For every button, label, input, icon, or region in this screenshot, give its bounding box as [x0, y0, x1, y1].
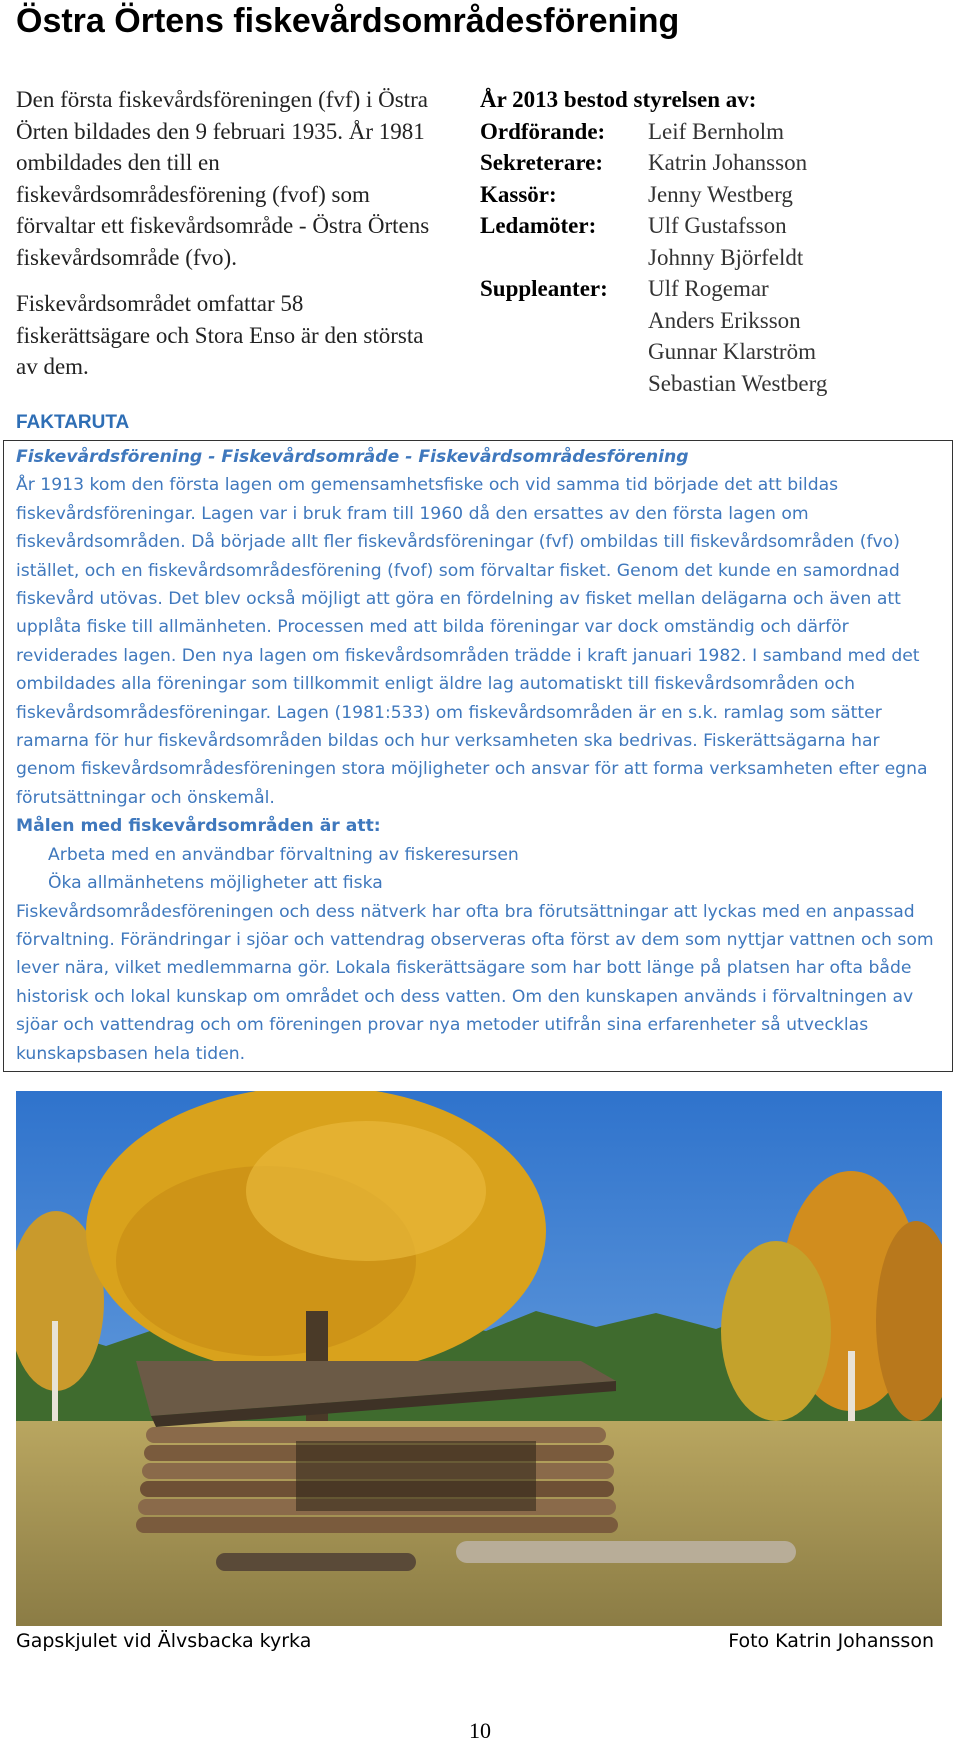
shelter-opening — [296, 1441, 536, 1511]
fakta-goal-item: Arbeta med en användbar förvaltning av fiskeresursen — [48, 844, 519, 865]
board-member: Jenny Westberg — [648, 181, 793, 207]
board-role: Ledamöter: — [480, 213, 597, 238]
board-row-members — [480, 210, 950, 273]
board-role: Suppleanter: — [480, 276, 608, 301]
board-names — [648, 210, 803, 273]
intro-paragraph: Den första fiskevårdsföreningen (fvf) i Östra Örten bildades den 9 februari 1935. År 1981 ombildades den till en fiskevårdsområdesförening (fvof) som förvaltar ett fiskevårdsområde - Östra Örtens fiskevårdsområde (fvo). — [16, 87, 430, 270]
board-row-chair — [480, 116, 950, 148]
photo-caption: Gapskjulet vid Älvsbacka kyrka — [16, 1630, 312, 1652]
board-row-deputies — [480, 273, 950, 399]
big-tree-crown-light — [246, 1121, 486, 1261]
fakta-goal-item: Öka allmänhetens möjligheter att fiska — [48, 873, 383, 894]
log — [136, 1517, 618, 1533]
board-names — [648, 116, 784, 148]
photo-illustration — [16, 1091, 942, 1626]
intro-paragraph: Fiskevårdsområdet omfattar 58 fiskerättsägare och Stora Enso är den största av dem. — [16, 291, 424, 379]
photo-log-shelter — [16, 1091, 942, 1626]
board-member: Katrin Johansson — [648, 150, 808, 175]
board-names — [648, 273, 827, 399]
fakta-goals-heading: Målen med fiskevårdsområden är att: — [16, 816, 381, 837]
board-member: Ulf Gustafsson — [648, 213, 787, 238]
board-list — [480, 84, 950, 399]
board-names — [648, 179, 793, 211]
fakta-paragraph: År 1913 kom den första lagen om gemensamhetsfiske och vid samma tid började det att bildas fiskevårdsföreningar. Lagen var i bruk fram till 1960 då den ersattes av den första lagen om fiskevårdsområden. Då började allt fler fiskevårdsföreningar (fvf) ombildas till fiskevårdsområden (fvo) istället, och en fiskevårdsområdesförening (fvof) som förvaltar fisket. Genom det kunde en samordnad fiskevård utövas. Det blev också möjligt att göra en fördelning av fisket mellan delägarna och även att upplåta fiske till allmänheten. Processen med att bilda föreningar var dock omständig och därför reviderades lagen. Den nya lagen om fiskevårdsområden trädde i kraft januari 1982. I samband med det ombildades alla föreningar som tillkommit enligt äldre lag automatiskt till fiskevårdsområden och fiskevårdsområdesföreningar. Lagen (1981:533) om fiskevårdsområden är en s.k. ramlag som sätter ramarna för hur fiskevårdsområden bildas och hur verksamheten ska bedrivas. Fiskerättsägarna har genom fiskevårdsområdesföreningen stora möjligheter och ansvar för att forma verksamheten efter egna förutsättningar och önskemål. — [16, 475, 928, 808]
board-row-treasurer — [480, 179, 950, 211]
birch-left-trunk — [52, 1321, 58, 1431]
intro-text — [16, 84, 436, 398]
board-names — [648, 147, 807, 179]
bench-log-front — [216, 1553, 416, 1571]
bench-log — [456, 1541, 796, 1563]
board-member: Anders Eriksson — [648, 307, 801, 333]
tree-right-2 — [721, 1241, 831, 1421]
fakta-label: FAKTARUTA — [16, 412, 130, 433]
page-title: Östra Örtens fiskevårdsområdesförening — [16, 2, 680, 40]
log — [146, 1427, 606, 1443]
board-row-secretary — [480, 147, 950, 179]
board-member: Gunnar Klarström — [648, 339, 816, 364]
board-role: Kassör: — [480, 181, 557, 207]
board-role: Ordförande: — [480, 118, 606, 144]
page-number: 10 — [469, 1718, 491, 1743]
board-member: Johnny Björfeldt — [648, 244, 804, 270]
board-role: Sekreterare: — [480, 150, 604, 175]
board-member: Leif Bernholm — [648, 118, 785, 144]
fakta-box — [3, 440, 953, 1072]
board-member: Ulf Rogemar — [648, 276, 769, 301]
board-heading: År 2013 bestod styrelsen av: — [480, 87, 757, 112]
fakta-subtitle: Fiskevårdsförening - Fiskevårdsområde - Fiskevårdsområdesförening — [16, 447, 689, 467]
photo-credit: Foto Katrin Johansson — [728, 1630, 934, 1652]
fakta-paragraph: Fiskevårdsområdesföreningen och dess nätverk har ofta bra förutsättningar att lyckas med en anpassad förvaltning. Förändringar i sjöar och vattendrag observeras ofta först av dem som nyttjar vattnen och som lever nära, vilket medlemmarna gör. Lokala fiskerättsägare som har bott länge på platsen har ofta både historisk och lokal kunskap om området och dess vatten. Om den kunskapen används i förvaltningen av sjöar och vattendrag och om föreningen provar nya metoder utifrån sina erfarenheter så utvecklas kunskapsbasen hela tiden. — [16, 901, 934, 1064]
board-member: Sebastian Westberg — [648, 370, 828, 396]
